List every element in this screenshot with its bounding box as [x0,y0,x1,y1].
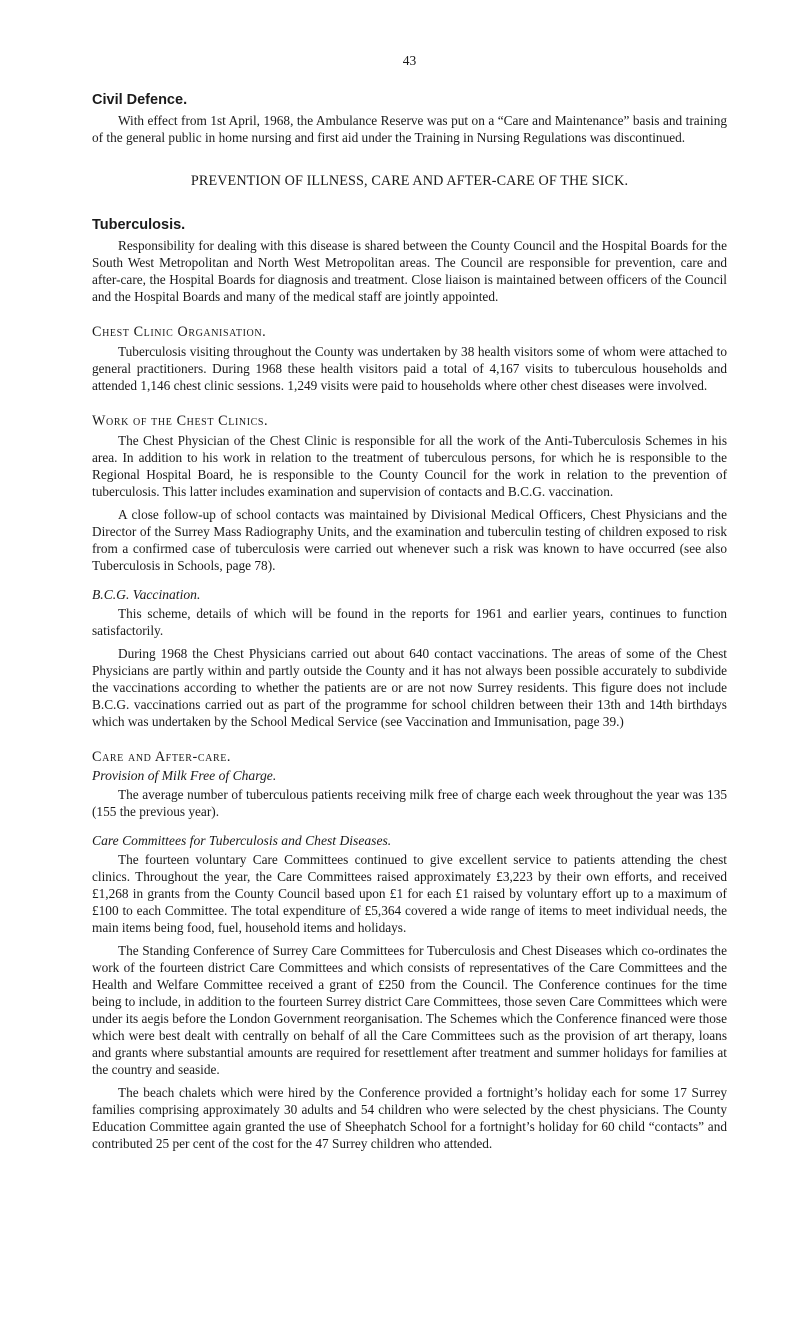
care-committees-heading: Care Committees for Tuberculosis and Chest Diseases. [92,833,392,848]
civil-defence-section [92,92,727,146]
bcg-vaccination-heading: B.C.G. Vaccination. [92,587,201,602]
care-and-after-care-heading: Care and After-care. [92,749,232,765]
bcg-vaccination-paragraph-1: This scheme, details of which will be found in the reports for 1961 and earlier years, continues to function satisfactorily. [92,606,727,638]
care-committees-paragraph-1: The fourteen voluntary Care Committees continued to give excellent service to patients attending the chest clinics. Throughout the year, the Care Committees raised approximately £3,223 by their own efforts, and received £1,268 in grants from the County Council based upon £1 for each £1 raised by voluntary effort up to a maximum of £100 to each Committee. The total expenditure of £5,364 covered a wide range of items to meet individual needs, the main items being food, fuel, household items and holidays. [92,852,727,935]
bcg-vaccination-paragraph-2: During 1968 the Chest Physicians carried out about 640 contact vaccinations. The areas of some of the Chest Physicians are partly within and partly outside the County and it has not always been possible accurately to subdivide the vaccinations according to whether the patients are or are not now Surrey residents. This figure does not include B.C.G. vaccinations carried out as part of the programme for school children between their 13th and 14th birthdays which was undertaken by the School Medical Service (see Vaccination and Immunisation, page 39.) [92,646,727,729]
work-of-chest-clinics-paragraph-1: The Chest Physician of the Chest Clinic is responsible for all the work of the Anti-Tuberculosis Schemes in his area. In addition to his work in relation to the treatment of tuberculous persons, for which he is responsible to the Regional Hospital Board, he is responsible to the County Council for the work in relation to the prevention of tuberculosis. This latter includes examination and supervision of contacts and B.C.G. vaccination. [92,433,727,499]
care-and-after-care-section [92,749,727,1152]
bcg-vaccination-section [92,587,727,730]
civil-defence-heading: Civil Defence. [92,92,188,108]
work-of-chest-clinics-section [92,413,727,574]
civil-defence-paragraph: With effect from 1st April, 1968, the Ambulance Reserve was put on a “Care and Maintenance” basis and training of the general public in home nursing and first aid under the Training in Nursing Regulations was discontinued. [92,113,727,145]
tuberculosis-heading: Tuberculosis. [92,217,186,233]
milk-provision-heading: Provision of Milk Free of Charge. [92,768,277,783]
milk-provision-paragraph: The average number of tuberculous patients receiving milk free of charge each week throughout the year was 135 (155 the previous year). [92,787,727,819]
document-body [92,92,727,1152]
work-of-chest-clinics-paragraph-2: A close follow-up of school contacts was maintained by Divisional Medical Officers, Chest Physicians and the Director of the Surrey Mass Radiography Units, and the examination and tuberculin testing of children exposed to risk from a confirmed case of tuberculosis were carried out whenever such a risk was known to have occurred (see also Tuberculosis in Schools, page 78). [92,507,727,573]
chest-clinic-organisation-heading: Chest Clinic Organisation. [92,324,267,340]
work-of-chest-clinics-heading: Work of the Chest Clinics. [92,413,269,429]
tuberculosis-section [92,217,727,305]
section-title: PREVENTION OF ILLNESS, CARE AND AFTER-CARE OF THE SICK. [190,173,629,189]
chest-clinic-organisation-section [92,324,727,394]
tuberculosis-paragraph: Responsibility for dealing with this disease is shared between the County Council and the Hospital Boards for the South West Metropolitan and North West Metropolitan areas. The Council are responsible for prevention, care and after-care, the Hospital Boards for diagnosis and treatment. Close liaison is maintained between officers of the Council and the Hospital Boards and many of the medical staff are jointly appointed. [92,238,727,304]
chest-clinic-organisation-paragraph: Tuberculosis visiting throughout the County was undertaken by 38 health visitors some of whom were attached to general practitioners. During 1968 these health visitors paid a total of 4,167 visits to tuberculous households and attended 1,146 chest clinic sessions. 1,249 visits were paid to households where other chest diseases were involved. [92,344,727,393]
care-committees-paragraph-3: The beach chalets which were hired by the Conference provided a fortnight’s holiday each for some 17 Surrey families comprising approximately 30 adults and 54 children who were selected by the chest physicians. The County Education Committee again granted the use of Sheephatch School for a fortnight’s holiday for 60 child “contacts” and contributed 25 per cent of the cost for the 47 Surrey children who attended. [92,1085,727,1151]
care-committees-paragraph-2: The Standing Conference of Surrey Care Committees for Tuberculosis and Chest Diseases which co-ordinates the work of the fourteen district Care Committees and which consists of representatives of the Care Committees and the Health and Welfare Committee received a grant of £250 from the Council. The Conference continues for the time being to include, in addition to the fourteen Surrey district Care Committees, those seven Care Committees which were under its aegis before the London Government reorganisation. The Schemes which the Conference financed were those which were best dealt with centrally on behalf of all the Care Committees such as the provision of art therapy, loans and grants where substantial amounts are required for resettlement after treatment and summer holidays for families at the country and seaside. [92,943,727,1077]
page-number: 43 [402,53,417,68]
